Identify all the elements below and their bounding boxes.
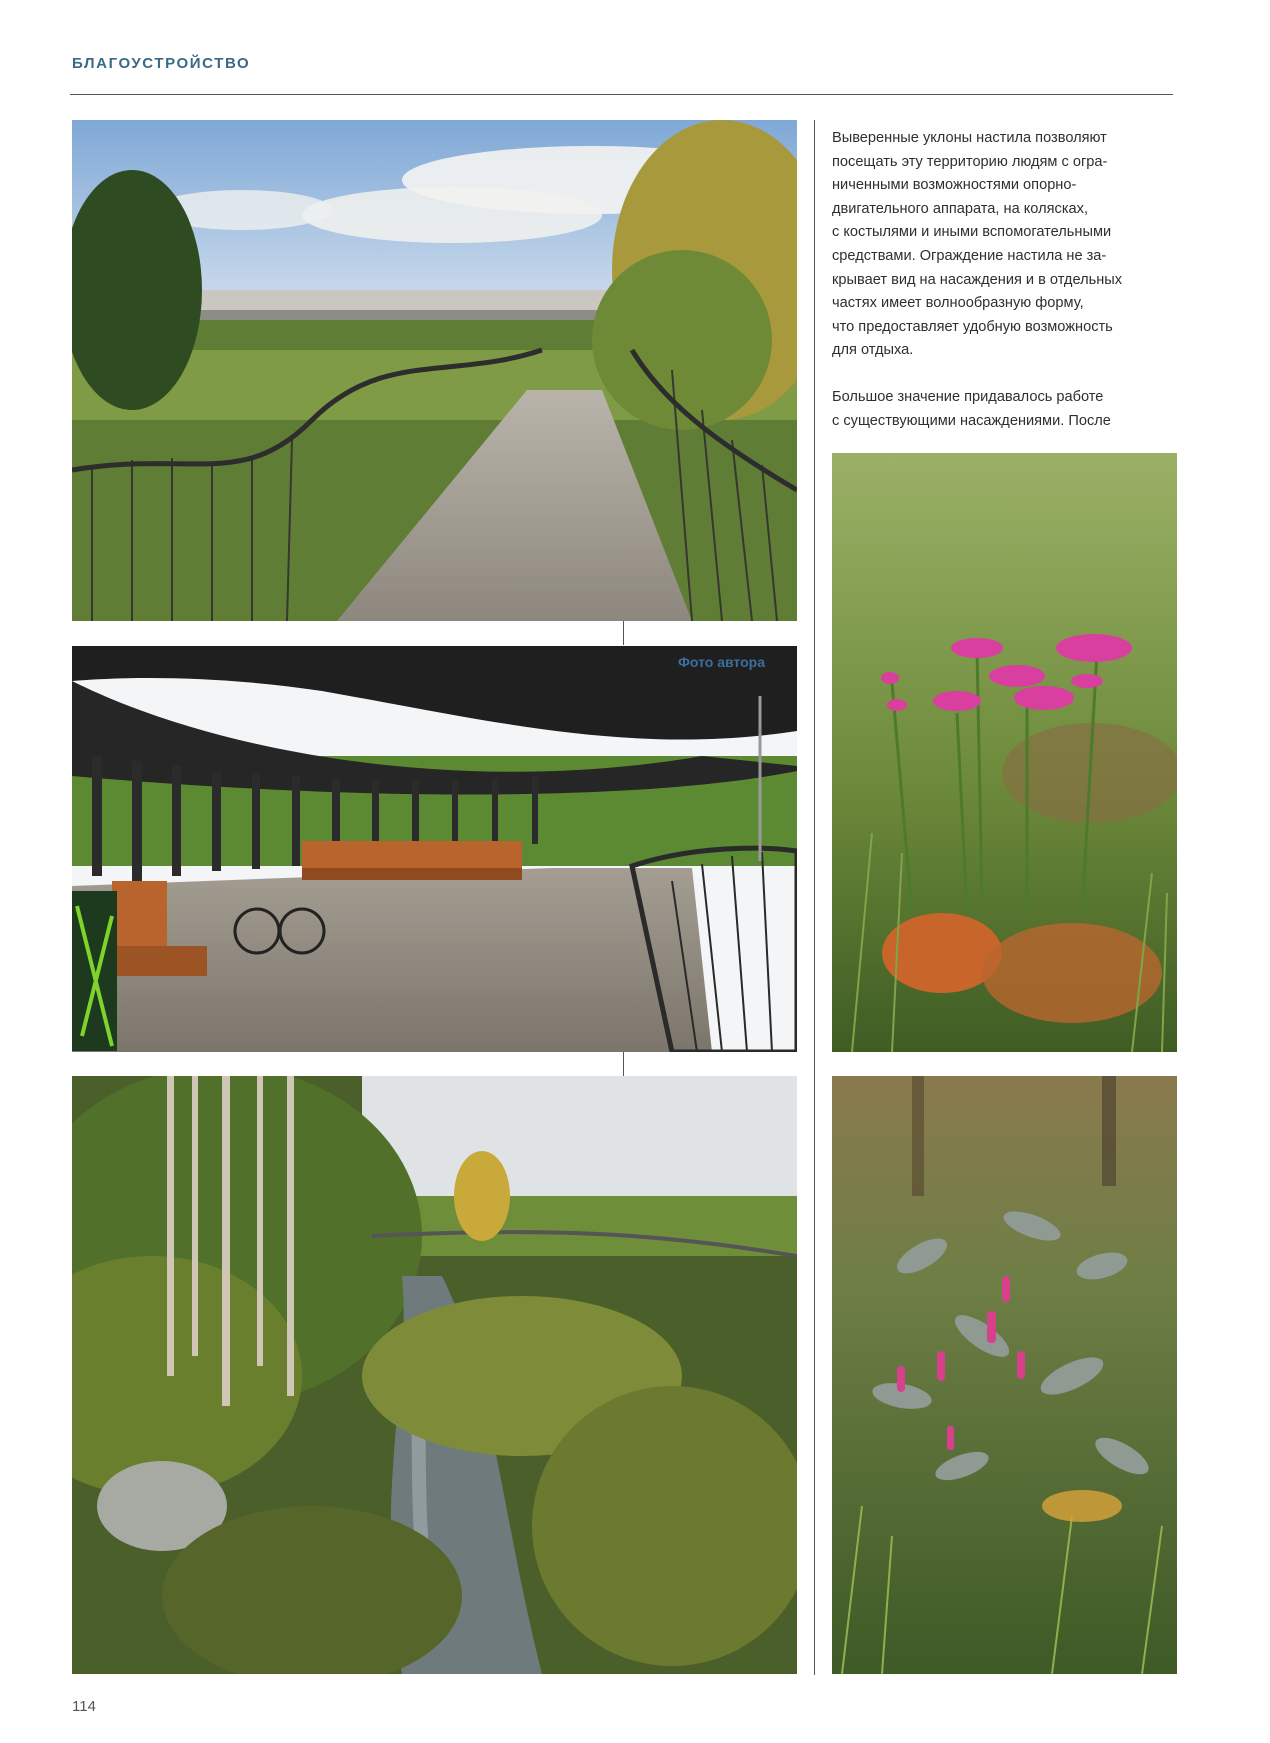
boardwalk-photo	[72, 120, 797, 621]
text-line: двигательного аппарата, на колясках,	[832, 200, 1088, 217]
page-number: 114	[72, 1698, 96, 1715]
section-title: БЛАГОУСТРОЙСТВО	[72, 55, 251, 72]
column-divider	[814, 120, 815, 1675]
text-line: для отдыха.	[832, 342, 914, 359]
text-line: Выверенные уклоны настила позволяют	[832, 130, 1107, 146]
stream-photo	[72, 1076, 797, 1674]
text-line: Большое значение придавалось работе	[832, 389, 1104, 405]
photo-divider-tick	[623, 621, 624, 645]
text-line: частях имеет волнообразную форму,	[832, 295, 1084, 312]
text-line: средствами. Ограждение настила не за-	[832, 247, 1107, 264]
pavilion-photo	[72, 646, 797, 1052]
text-line: посещать эту территорию людям с огра-	[832, 153, 1108, 170]
yarrow-flowers-photo	[832, 453, 1177, 1052]
text-line: с существующими насаждениями. После	[832, 412, 1111, 429]
text-line: что предоставляет удобную возможность	[832, 318, 1113, 335]
text-line: ниченными возможностями опорно-	[832, 177, 1077, 194]
photo-credit: Фото автора	[677, 654, 765, 670]
text-line: крывает вид на насаждения и в отдельных	[832, 271, 1123, 288]
photo-divider-tick	[623, 1052, 624, 1076]
text-line: с костылями и иными вспомогательными	[832, 224, 1112, 241]
body-paragraph-1	[832, 127, 1177, 363]
body-paragraph-2	[832, 386, 1177, 433]
header-rule	[70, 94, 1173, 95]
knotweed-flowers-photo	[832, 1076, 1177, 1674]
